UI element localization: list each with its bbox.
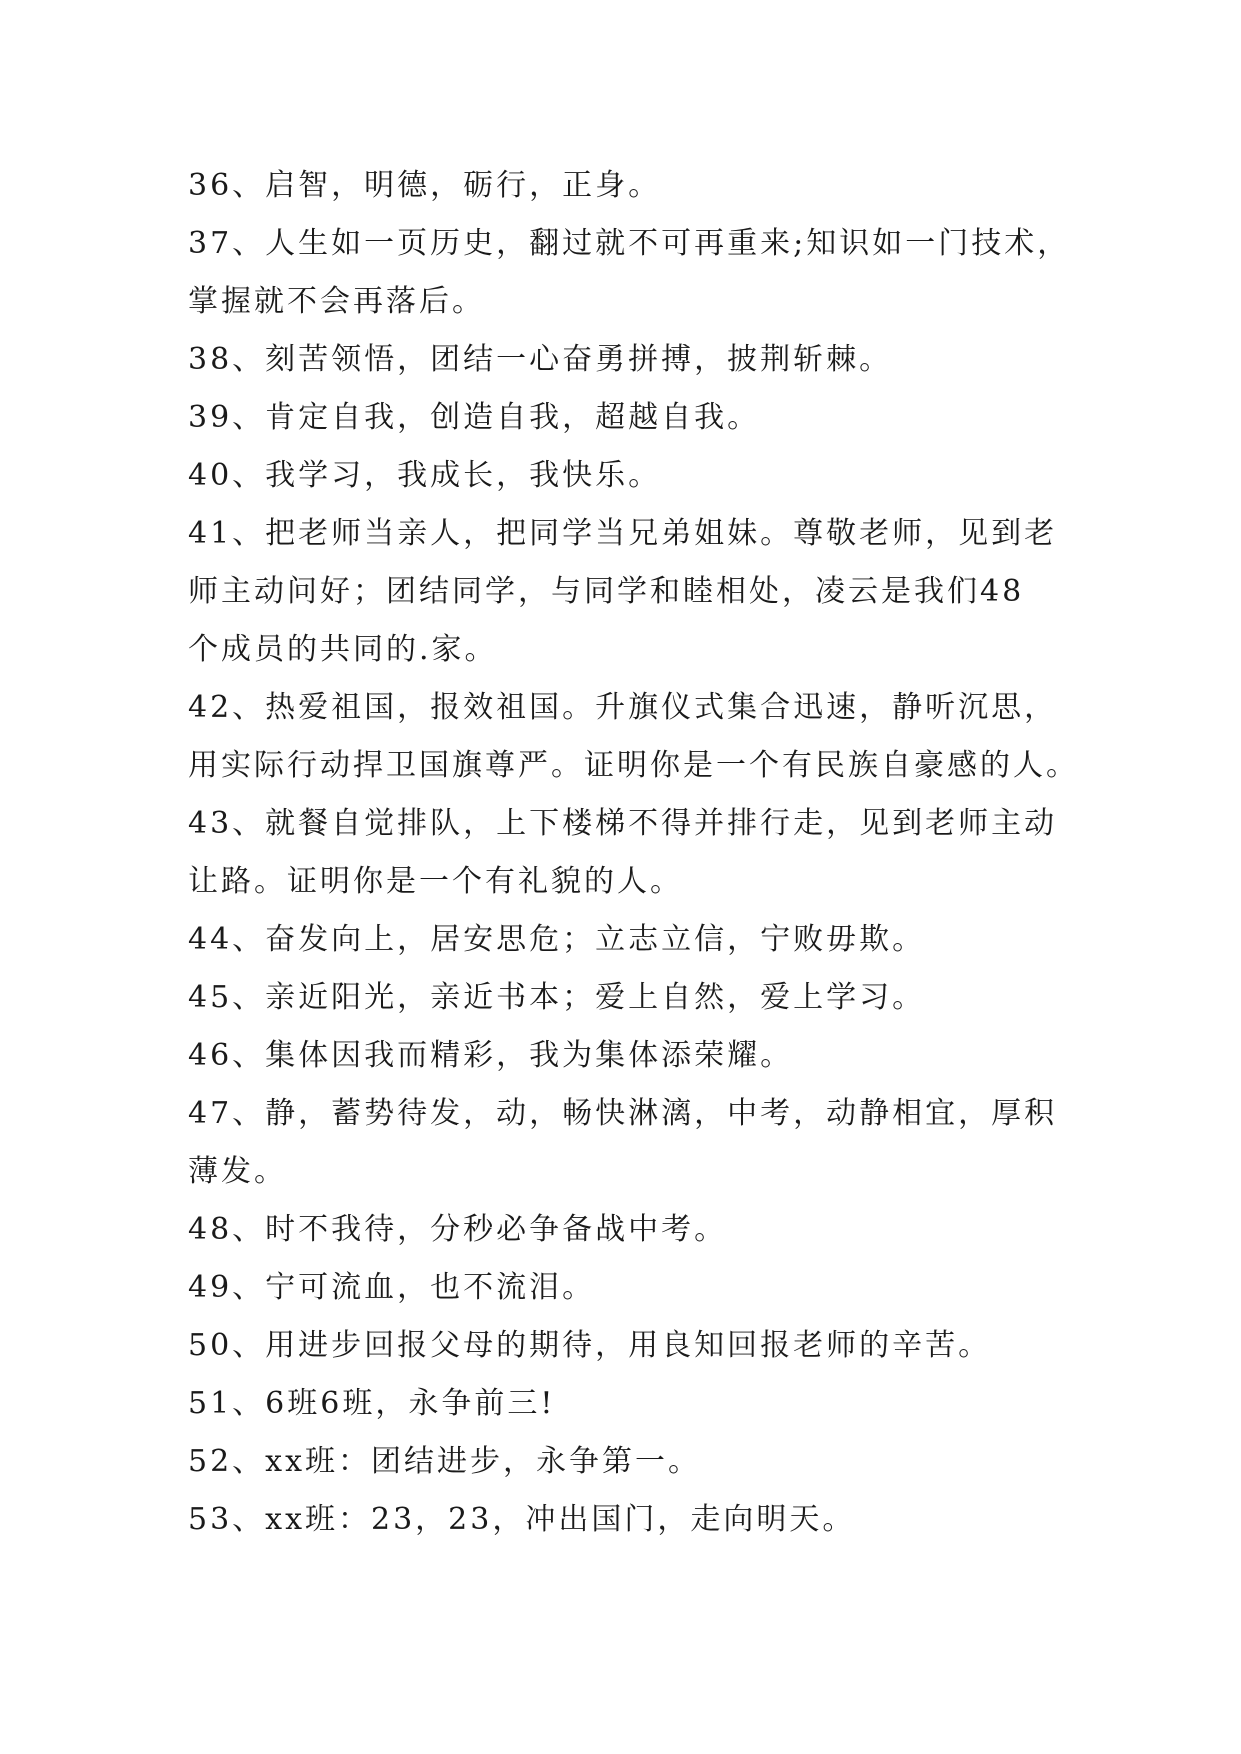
slogan-list bbox=[188, 157, 1079, 1549]
text-line: 39、肯定自我，创造自我，超越自我。 bbox=[188, 400, 761, 435]
text-line: 薄发。 bbox=[188, 1154, 287, 1189]
text-line: 个成员的共同的.家。 bbox=[188, 632, 498, 667]
text-line: 掌握就不会再落后。 bbox=[188, 284, 485, 319]
text-line: 42、热爱祖国，报效祖国。升旗仪式集合迅速，静听沉思， bbox=[188, 690, 1058, 725]
text-line: 44、奋发向上，居安思危；立志立信，宁败毋欺。 bbox=[188, 922, 926, 957]
text-line: 49、宁可流血，也不流泪。 bbox=[188, 1270, 596, 1305]
text-line: 41、把老师当亲人，把同学当兄弟姐妹。尊敬老师，见到老 bbox=[188, 516, 1058, 551]
text-line: 51、6班6班，永争前三! bbox=[188, 1386, 556, 1421]
text-line: 37、人生如一页历史，翻过就不可再重来;知识如一门技术， bbox=[188, 226, 1071, 261]
text-line: 45、亲近阳光，亲近书本；爱上自然，爱上学习。 bbox=[188, 980, 926, 1015]
text-line: 50、用进步回报父母的期待，用良知回报老师的辛苦。 bbox=[188, 1328, 992, 1363]
text-line: 52、xx班：团结进步，永争第一。 bbox=[188, 1444, 702, 1479]
text-line: 用实际行动捍卫国旗尊严。证明你是一个有民族自豪感的人。 bbox=[188, 748, 1079, 783]
text-line: 40、我学习，我成长，我快乐。 bbox=[188, 458, 662, 493]
text-line: 让路。证明你是一个有礼貌的人。 bbox=[188, 864, 683, 899]
text-line: 47、静，蓄势待发，动，畅快淋漓，中考，动静相宜，厚积 bbox=[188, 1096, 1058, 1131]
text-line: 师主动问好；团结同学，与同学和睦相处，凌云是我们48 bbox=[188, 574, 1025, 609]
text-line: 36、启智，明德，砺行，正身。 bbox=[188, 168, 662, 203]
text-line: 48、时不我待，分秒必争备战中考。 bbox=[188, 1212, 728, 1247]
text-line: 43、就餐自觉排队，上下楼梯不得并排行走，见到老师主动 bbox=[188, 806, 1058, 841]
text-line: 46、集体因我而精彩，我为集体添荣耀。 bbox=[188, 1038, 794, 1073]
text-line: 53、xx班：23，23，冲出国门，走向明天。 bbox=[188, 1502, 856, 1537]
text-line: 38、刻苦领悟，团结一心奋勇拼搏，披荆斩棘。 bbox=[188, 342, 893, 377]
